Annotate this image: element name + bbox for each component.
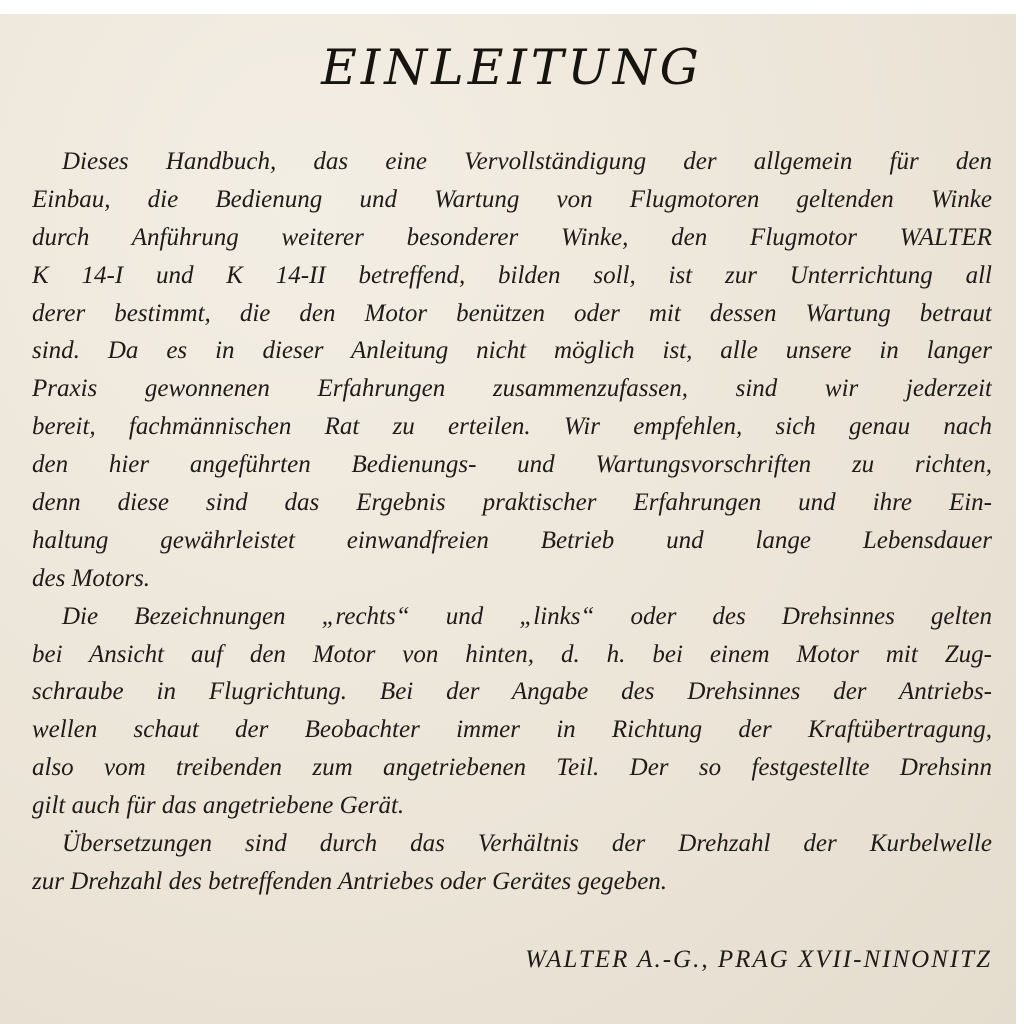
body-text	[32, 143, 992, 901]
text-line: Praxis gewonnenen Erfahrungen zusammenzufassen, sind wir jederzeit	[32, 375, 992, 403]
text-line: bei Ansicht auf den Motor von hinten, d. h. bei einem Motor mit Zug-	[32, 640, 992, 668]
text-line: Übersetzungen sind durch das Verhältnis der Drehzahl der Kurbelwelle	[62, 830, 992, 858]
text-line: Die Bezeichnungen „rechts“ und „links“ oder des Drehsinnes gelten	[62, 602, 992, 630]
text-line: denn diese sind das Ergebnis praktischer Erfahrungen und ihre Ein-	[32, 489, 992, 517]
page-edge-top	[0, 0, 1024, 14]
text-line: Dieses Handbuch, das eine Vervollständigung der allgemein für den	[62, 148, 992, 175]
page-title: EINLEITUNG	[321, 39, 703, 96]
text-line: durch Anführung weiterer besonderer Winke, den Flugmotor WALTER	[32, 223, 992, 251]
text-line: haltung gewährleistet einwandfreien Betrieb und lange Lebensdauer	[32, 526, 992, 554]
text-line: Einbau, die Bedienung und Wartung von Flugmotoren geltenden Winke	[32, 185, 992, 213]
text-line: sind. Da es in dieser Anleitung nicht möglich ist, alle unsere in langer	[32, 337, 992, 365]
text-line: den hier angeführten Bedienungs- und Wartungsvorschriften zu richten,	[32, 451, 992, 479]
text-line: K 14-I und K 14-II betreffend, bilden soll, ist zur Unterrichtung all	[32, 261, 992, 289]
text-line: also vom treibenden zum angetriebenen Teil. Der so festgestellte Drehsinn	[32, 754, 992, 782]
page-edge-right	[1016, 0, 1024, 1024]
text-line: wellen schaut der Beobachter immer in Richtung der Kraftübertragung,	[32, 716, 992, 744]
text-line: des Motors.	[32, 564, 151, 592]
text-line: gilt auch für das angetriebene Gerät.	[32, 792, 405, 820]
text-line: zur Drehzahl des betreffenden Antriebes oder Gerätes gegeben.	[32, 867, 668, 895]
signature-line: WALTER A.-G., PRAG XVII-NINONITZ	[525, 946, 992, 973]
text-line: bereit, fachmännischen Rat zu erteilen. Wir empfehlen, sich genau nach	[32, 413, 992, 441]
text-line: schraube in Flugrichtung. Bei der Angabe des Drehsinnes der Antriebs-	[32, 678, 992, 706]
text-line: derer bestimmt, die den Motor benützen oder mit dessen Wartung betraut	[32, 299, 992, 327]
